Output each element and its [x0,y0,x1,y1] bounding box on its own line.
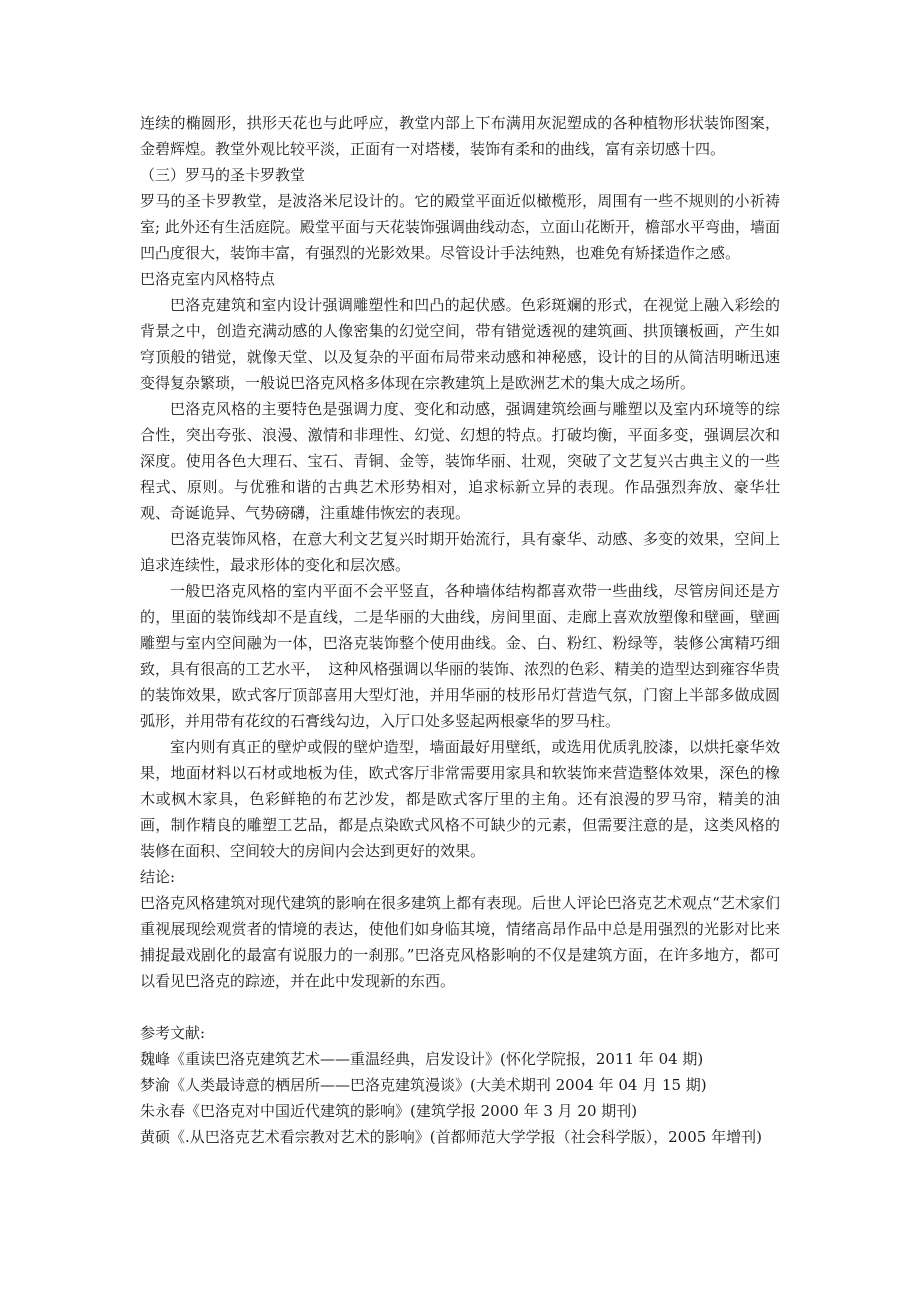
interior-style-heading: 巴洛克室内风格特点 [140,270,276,288]
interior-paragraph: 巴洛克风格的主要特色是强调力度、变化和动感，强调建筑绘画与雕塑以及室内环境等的综合性，突出夸张、浪漫、激情和非理性、幻觉、幻想的特点。打破均衡，平面多变，强调层次和深度。使用各色大理石、宝石、青铜、金等，装饰华丽、壮观，突破了文艺复兴古典主义的一些程式、原则。与优雅和谐的古典艺术形势相对，追求标新立异的表现。作品强烈奔放、豪华壮观、奇诞诡异、气势磅礴，注重雄伟恢宏的表现。 [140,400,780,522]
conclusion-heading: 结论: [140,868,176,886]
san-carlo-paragraph: 罗马的圣卡罗教堂，是波洛米尼设计的。它的殿堂平面近似橄榄形，周围有一些不规则的小祈祷室; 此外还有生活庭院。殿堂平面与天花装饰强调曲线动态，立面山花断开，檐部水平弯曲，墙面凹凸度很大，装饰丰富，有强烈的光影效果。尽管设计手法纯熟，也难免有矫揉造作之感。 [140,192,780,262]
spacer [140,994,780,1020]
reference-item: 梦渝《人类最诗意的栖居所——巴洛克建筑漫谈》(大美术期刊 2004 年 04 月 15 期) [140,1076,707,1094]
reference-item: 黄硕《.从巴洛克艺术看宗教对艺术的影响》(首都师范大学学报（社会科学版），2005 年增刊) [140,1128,762,1146]
section-heading-san-carlo: （三）罗马的圣卡罗教堂 [140,166,306,184]
conclusion-paragraph: 巴洛克风格建筑对现代建筑的影响在很多建筑上都有表现。后世人评论巴洛克艺术观点“艺术家们重视展现绘观赏者的情境的表达，使他们如身临其境，情绪高昂作品中总是用强烈的光影对比来捕捉最戏剧化的最富有说服力的一刹那。”巴洛克风格影响的不仅是建筑方面，在许多地方，都可以看见巴洛克的踪迹，并在此中发现新的东西。 [140,894,780,990]
reference-item: 朱永春《巴洛克对中国近代建筑的影响》(建筑学报 2000 年 3 月 20 期刊) [140,1102,638,1120]
reference-item: 魏峰《重读巴洛克建筑艺术——重温经典，启发设计》(怀化学院报，2011 年 04 期) [140,1050,704,1068]
interior-paragraph: 巴洛克装饰风格，在意大利文艺复兴时期开始流行，具有豪华、动感、多变的效果，空间上追求连续性，最求形体的变化和层次感。 [140,530,780,574]
interior-paragraph: 一般巴洛克风格的室内平面不会平竖直，各种墙体结构都喜欢带一些曲线，尽管房间还是方的，里面的装饰线却不是直线，二是华丽的大曲线，房间里面、走廊上喜欢放塑像和壁画，壁画雕塑与室内空间融为一体，巴洛克装饰整个使用曲线。金、白、粉红、粉绿等，装修公寓精巧细致，具有很高的工艺水平， 这种风格强调以华丽的装饰、浓烈的色彩、精美的造型达到雍容华贵的装饰效果，欧式客厅顶部喜用大型灯池，并用华丽的枝形吊灯营造气氛，门窗上半部多做成圆弧形，并用带有花纹的石膏线勾边，入厅口处多竖起两根豪华的罗马柱。 [140,582,780,730]
intro-paragraph-tail: 连续的椭圆形，拱形天花也与此呼应，教堂内部上下布满用灰泥塑成的各种植物形状装饰图案，金碧辉煌。教堂外观比较平淡，正面有一对塔楼，装饰有柔和的曲线，富有亲切感十四。 [140,114,780,158]
interior-paragraph: 巴洛克建筑和室内设计强调雕塑性和凹凸的起伏感。色彩斑斓的形式，在视觉上融入彩绘的背景之中，创造充满动感的人像密集的幻觉空间，带有错觉透视的建筑画、拱顶镶板画，产生如穹顶般的错觉，就像天堂、以及复杂的平面布局带来动感和神秘感，设计的目的从简洁明晰迅速变得复杂繁琐，一般说巴洛克风格多体现在宗教建筑上是欧洲艺术的集大成之场所。 [140,296,780,392]
document-page [140,110,780,1150]
interior-paragraph: 室内则有真正的壁炉或假的壁炉造型，墙面最好用壁纸，或选用优质乳胶漆，以烘托豪华效果，地面材料以石材或地板为佳，欧式客厅非常需要用家具和软装饰来营造整体效果，深色的橡木或枫木家具，色彩鲜艳的布艺沙发，都是欧式客厅里的主角。还有浪漫的罗马帘，精美的油画，制作精良的雕塑工艺品，都是点染欧式风格不可缺少的元素，但需要注意的是，这类风格的装修在面积、空间较大的房间内会达到更好的效果。 [140,738,780,860]
references-heading: 参考文献: [140,1024,206,1042]
